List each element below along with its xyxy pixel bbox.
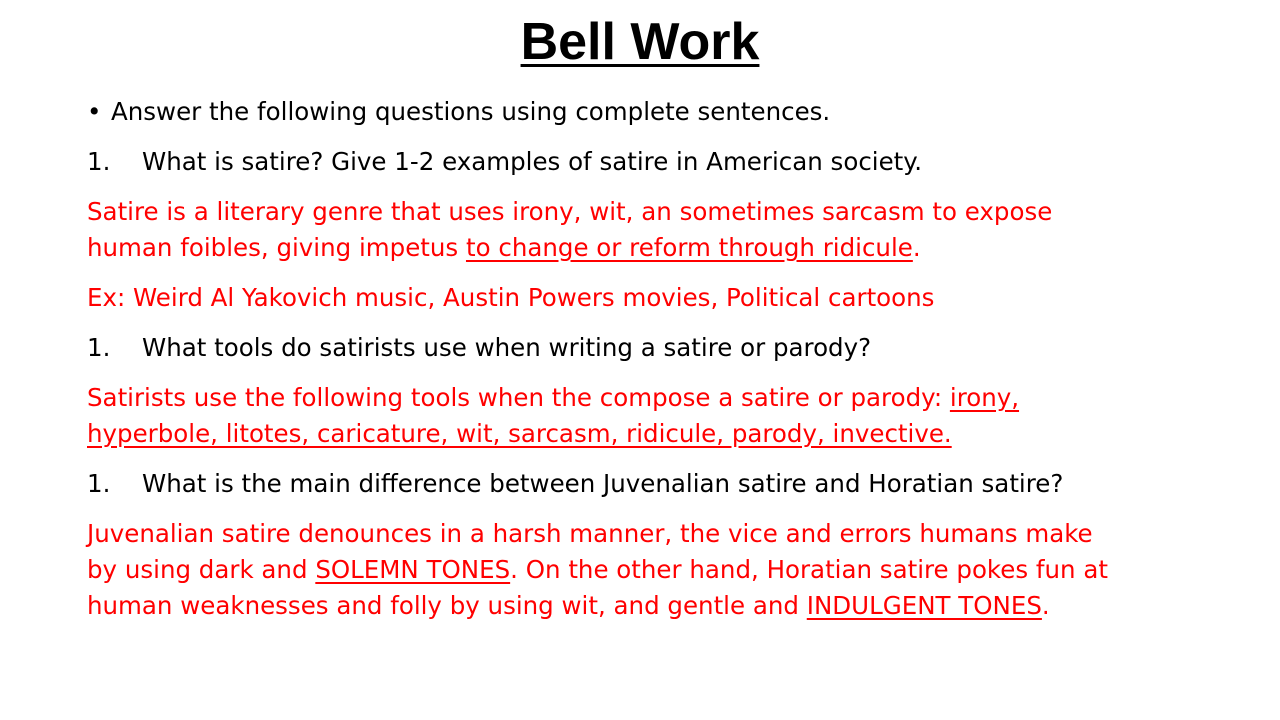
question-3-text: What is the main difference between Juvenalian satire and Horatian satire? — [142, 469, 1064, 498]
instruction-bullet — [87, 94, 1267, 130]
answer-3-line-2 — [87, 552, 1267, 588]
answer-1-line-2 — [87, 230, 1267, 266]
question-2-number: 1. — [87, 333, 111, 362]
answer-3-solemn-tones: SOLEMN TONES — [315, 555, 511, 584]
answer-1-examples: Ex: Weird Al Yakovich music, Austin Powers movies, Political cartoons — [87, 283, 935, 312]
question-1 — [87, 144, 1267, 180]
slide-body — [87, 94, 1267, 624]
question-3-number: 1. — [87, 469, 111, 498]
answer-2-text: Satirists use the following tools when the compose a satire or parody: — [87, 383, 950, 412]
question-2-text: What tools do satirists use when writing a satire or parody? — [142, 333, 872, 362]
instruction-text: Answer the following questions using complete sentences. — [111, 97, 831, 126]
answer-3-period: . — [1041, 591, 1050, 620]
answer-3-indulgent-tones: INDULGENT TONES — [806, 591, 1042, 620]
question-2 — [87, 330, 1267, 366]
answer-3-text-c: human weaknesses and folly by using wit, and gentle and — [87, 591, 807, 620]
question-1-text: What is satire? Give 1-2 examples of satire in American society. — [142, 147, 923, 176]
bullet-icon: • — [87, 97, 102, 126]
answer-2-line-1 — [87, 380, 1267, 416]
answer-1-period: . — [912, 233, 921, 262]
answer-3-text-a: by using dark and — [87, 555, 316, 584]
answer-1 — [87, 194, 1267, 266]
question-1-number: 1. — [87, 147, 111, 176]
answer-3-text-b: . On the other hand, Horatian satire pokes fun at — [510, 555, 1108, 584]
answer-3-line-3 — [87, 588, 1267, 624]
answer-2-underlined-tools: hyperbole, litotes, caricature, wit, sarcasm, ridicule, parody, invective. — [87, 419, 952, 448]
answer-3 — [87, 516, 1267, 624]
answer-1-text: human foibles, giving impetus — [87, 233, 466, 262]
answer-1-underlined: to change or reform through ridicule — [465, 233, 913, 262]
answer-3-line-1: Juvenalian satire denounces in a harsh manner, the vice and errors humans make — [87, 519, 1093, 548]
answer-2-line-2 — [87, 416, 1267, 452]
slide-title: Bell Work — [520, 13, 760, 71]
answer-2-underlined-start: irony, — [949, 383, 1020, 412]
answer-2 — [87, 380, 1267, 452]
answer-1-line-1: Satire is a literary genre that uses irony, wit, an sometimes sarcasm to expose — [87, 197, 1053, 226]
question-3 — [87, 466, 1267, 502]
